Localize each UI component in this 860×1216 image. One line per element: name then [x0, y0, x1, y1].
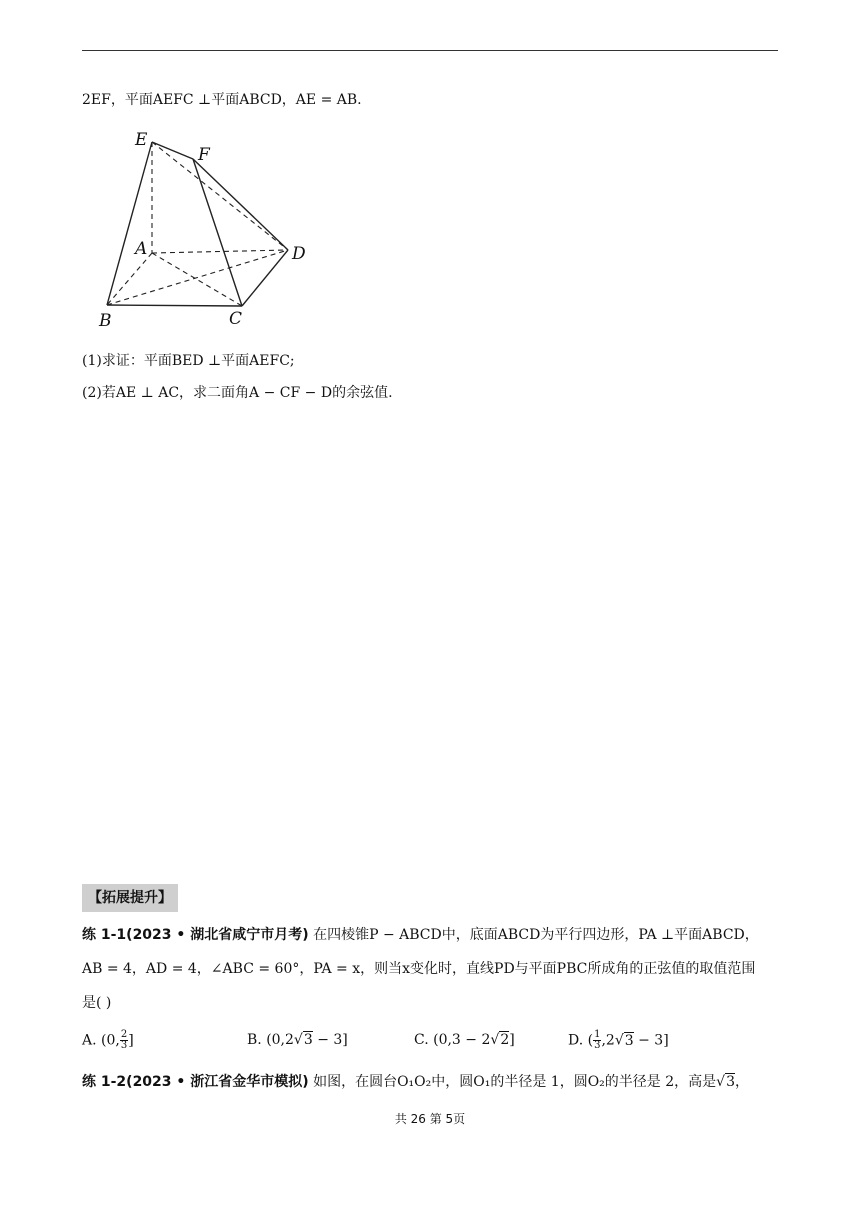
- fraction: $\frac{2}{3}$: [120, 1029, 128, 1051]
- edge-EF: [152, 142, 193, 159]
- exercise-1-text-1: 在四棱锥P − ABCD中，底面ABCD为平行四边形，PA ⊥平面ABCD，: [308, 927, 759, 943]
- edge-BC: [107, 305, 242, 306]
- exercise-2-label: 练 1-2(2023 • 浙江省金华市模拟): [82, 1074, 309, 1090]
- choice-a: A. (0, $\frac{2}{3}$ ]: [82, 1029, 134, 1051]
- fraction: $\frac{1}{3}$: [594, 1029, 601, 1051]
- edge-CD: [242, 250, 288, 306]
- label-C: C: [229, 309, 243, 329]
- label-F: F: [198, 145, 210, 165]
- label-B: B: [99, 311, 112, 331]
- choice-b: B. (0,2√3 − 3]: [247, 1032, 348, 1048]
- header-rule: [82, 50, 778, 51]
- edge-AC: [152, 253, 242, 306]
- label-A: A: [135, 239, 148, 259]
- edge-ED: [152, 142, 288, 250]
- label-E: E: [135, 130, 148, 150]
- choice-c: C. (0,3 − 2√2]: [414, 1032, 515, 1048]
- choice-d: D. ( $\frac{1}{3}$ ,2√3 − 3]: [568, 1029, 669, 1051]
- question-1: (1)求证：平面BED ⊥平面AEFC;: [82, 353, 295, 369]
- edge-FD: [193, 159, 288, 250]
- edge-FC: [193, 159, 242, 306]
- edge-EB: [107, 142, 152, 305]
- label-D: D: [292, 244, 306, 264]
- exercise-2-line-1: 练 1-2(2023 • 浙江省金华市模拟) 如图，在圆台O₁O₂中，圆O₁的半径是 1，圆O₂的半径是 2，高是√3，: [82, 1074, 749, 1090]
- exercise-1-line-1: [82, 925, 759, 945]
- page-footer: 共 26 第 5页: [394, 1112, 466, 1126]
- pyramid-figure: [95, 128, 320, 333]
- problem-intro-line: 2EF，平面AEFC ⊥平面ABCD，AE = AB.: [82, 92, 362, 108]
- section-tag: 【拓展提升】: [82, 884, 178, 912]
- exercise-1-line-2: AB = 4，AD = 4，∠ABC = 60°，PA = x，则当x变化时，直线PD与平面PBC所成角的正弦值的取值范围: [82, 961, 756, 977]
- geometry-diagram: [95, 128, 320, 333]
- exercise-1-line-3: 是( ): [82, 995, 112, 1011]
- exercise-1-label: 练 1-1(2023 • 湖北省咸宁市月考): [82, 927, 309, 943]
- question-2: (2)若AE ⊥ AC，求二面角A − CF − D的余弦值.: [82, 385, 393, 401]
- edge-AD: [152, 250, 288, 253]
